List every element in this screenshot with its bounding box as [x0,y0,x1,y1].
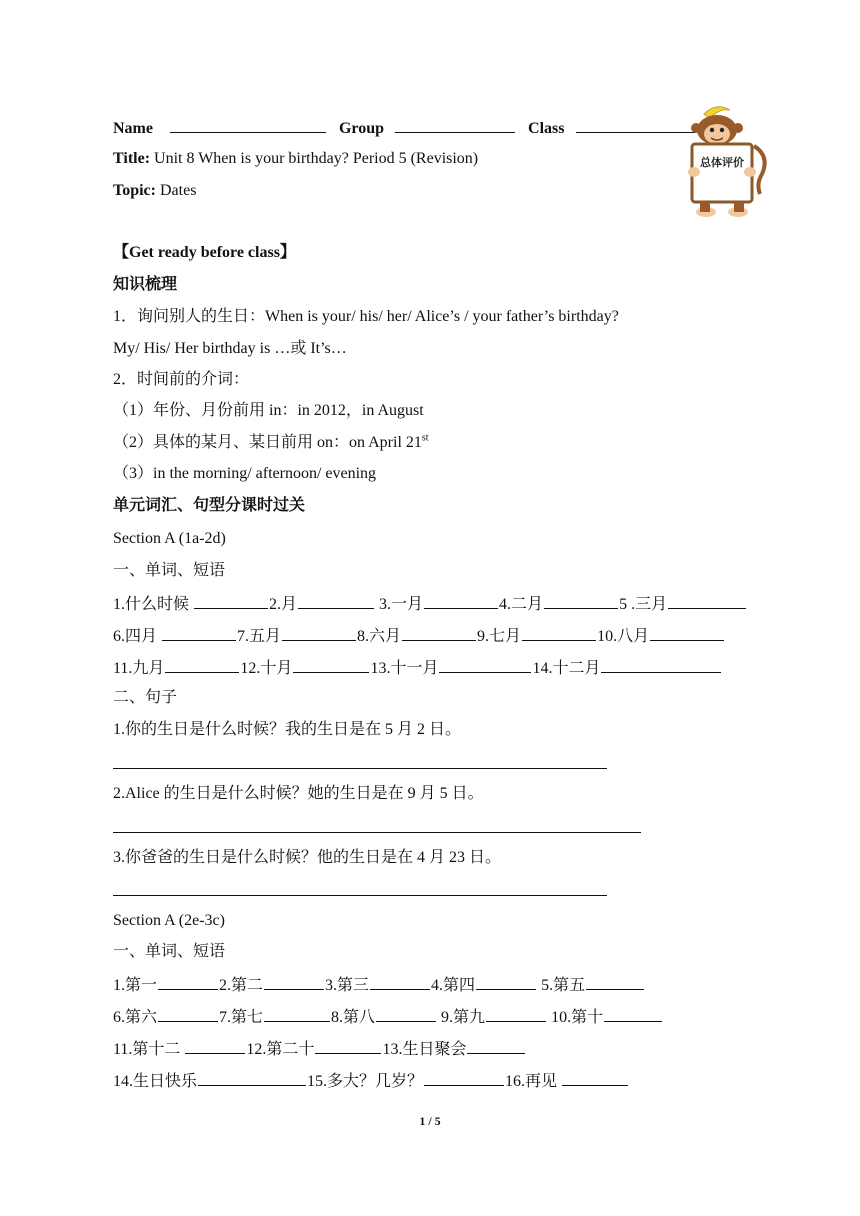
answer-blank[interactable] [376,1006,436,1022]
answer-blank[interactable] [424,593,498,609]
vocab-item: 5.第五 [537,977,586,994]
vocab-item: 2.第二 [219,977,264,994]
ordinal-row-4 [113,1070,629,1092]
section-a1-sentences-heading: 二、句子 [113,689,178,706]
vocab-item: 12.十月 [240,660,293,677]
title-text: Unit 8 When is your birthday? Period 5 (Revision) [150,150,479,167]
answer-blank[interactable] [586,974,644,990]
group-label: Group [338,120,385,137]
unit-heading: 单元词汇、句型分课时过关 [113,497,306,514]
vocab-item: 8.第八 [331,1009,376,1026]
answer-blank[interactable] [370,974,430,990]
answer-blank[interactable] [601,657,721,673]
answer-blank[interactable] [439,657,531,673]
vocab-item: 10.第十 [547,1009,604,1026]
vocab-item: 9.七月 [477,628,522,645]
title-label: Title: [113,150,151,167]
header-info-row [113,117,697,139]
answer-blank[interactable] [185,1038,245,1054]
vocab-item: 3.一月 [375,596,424,613]
ordinal-row-1 [113,974,645,996]
vocab-item: 16.再见 [505,1073,562,1090]
section-a2-words-heading: 一、单词、短语 [113,943,226,960]
page-number: 1 / 5 [419,1114,441,1128]
section-a2-title: Section A (2e-3c) [113,912,225,929]
class-label: Class [528,120,565,137]
vocab-item: 14.十二月 [532,660,601,677]
answer-blank[interactable] [604,1006,662,1022]
section-a1-title: Section A (1a-2d) [113,530,226,547]
answer-blank[interactable] [158,974,218,990]
answer-blank[interactable] [650,625,724,641]
badge-text: 总体评价 [700,156,744,169]
sentence-answer-line-2[interactable] [113,832,641,833]
section-a1-words-heading: 一、单词、短语 [113,562,226,579]
knowledge-heading: 知识梳理 [113,276,178,293]
vocab-item: 6.第六 [113,1009,158,1026]
vocab-item: 11.九月 [113,660,165,677]
answer-blank[interactable] [544,593,618,609]
sentence-answer-line-1[interactable] [113,768,607,769]
get-ready-heading: 【Get ready before class】 [113,244,296,261]
sentence-answer-line-3[interactable] [113,895,607,896]
answer-blank[interactable] [194,593,268,609]
knowledge-line-3: 2．时间前的介词： [113,371,250,388]
group-field[interactable] [395,117,515,133]
name-label: Name [113,120,153,137]
answer-blank[interactable] [158,1006,218,1022]
answer-blank[interactable] [315,1038,381,1054]
monkey-icon [686,104,770,220]
monkey-evaluation-badge [686,104,770,220]
answer-blank[interactable] [165,657,239,673]
vocab-row-3 [113,657,722,679]
vocab-item: 1.什么时候 [113,596,194,613]
vocab-item: 1.第一 [113,977,158,994]
vocab-item: 7.五月 [237,628,282,645]
vocab-item: 8.六月 [357,628,402,645]
answer-blank[interactable] [282,625,356,641]
topic-label: Topic: [113,182,156,199]
answer-blank[interactable] [562,1070,628,1086]
sentence-prompt-3: 3.你爸爸的生日是什么时候？他的生日是在 4 月 23 日。 [113,849,502,866]
vocab-row-1 [113,593,747,615]
class-field[interactable] [576,117,696,133]
vocab-item: 13.生日聚会 [382,1041,467,1058]
topic-line [113,181,196,201]
sentence-prompt-2: 2.Alice 的生日是什么时候？她的生日是在 9 月 5 日。 [113,785,484,802]
vocab-item: 2.月 [269,596,298,613]
vocab-item: 4.第四 [431,977,476,994]
vocab-item: 10.八月 [597,628,650,645]
answer-blank[interactable] [424,1070,504,1086]
vocab-item: 7.第七 [219,1009,264,1026]
knowledge-line-5-text: （2）具体的某月、某日前用 on：on April 21 [113,434,422,451]
sentence-prompt-1: 1.你的生日是什么时候？我的生日是在 5 月 2 日。 [113,721,462,738]
vocab-item: 12.第二十 [246,1041,315,1058]
answer-blank[interactable] [467,1038,525,1054]
vocab-item: 9.第九 [437,1009,486,1026]
answer-blank[interactable] [264,1006,330,1022]
ordinal-row-2 [113,1006,663,1028]
answer-blank[interactable] [298,593,374,609]
ordinal-suffix: st [421,432,429,444]
topic-text: Dates [155,182,197,199]
vocab-item: 14.生日快乐 [113,1073,198,1090]
knowledge-line-2: My/ His/ Her birthday is …或 It’s… [113,340,347,357]
vocab-item: 4.二月 [499,596,544,613]
answer-blank[interactable] [668,593,746,609]
answer-blank[interactable] [402,625,476,641]
vocab-item: 15.多大？几岁？ [307,1073,424,1090]
vocab-item: 6.四月 [113,628,162,645]
answer-blank[interactable] [486,1006,546,1022]
answer-blank[interactable] [198,1070,306,1086]
knowledge-line-6: （3）in the morning/ afternoon/ evening [113,465,377,482]
vocab-item: 11.第十二 [113,1041,185,1058]
ordinal-row-3 [113,1038,526,1060]
answer-blank[interactable] [293,657,369,673]
answer-blank[interactable] [476,974,536,990]
answer-blank[interactable] [522,625,596,641]
vocab-row-2 [113,625,725,647]
vocab-item: 5 .三月 [619,596,668,613]
title-line [113,149,478,169]
answer-blank[interactable] [162,625,236,641]
knowledge-line-4: （1）年份、月份前用 in：in 2012，in August [113,402,424,419]
answer-blank[interactable] [264,974,324,990]
vocab-item: 3.第三 [325,977,370,994]
name-field[interactable] [170,117,326,133]
knowledge-line-5 [113,433,429,453]
vocab-item: 13.十一月 [370,660,439,677]
knowledge-line-1: 1．询问别人的生日：When is your/ his/ her/ Alice’s / your father’s birthday? [113,308,619,325]
